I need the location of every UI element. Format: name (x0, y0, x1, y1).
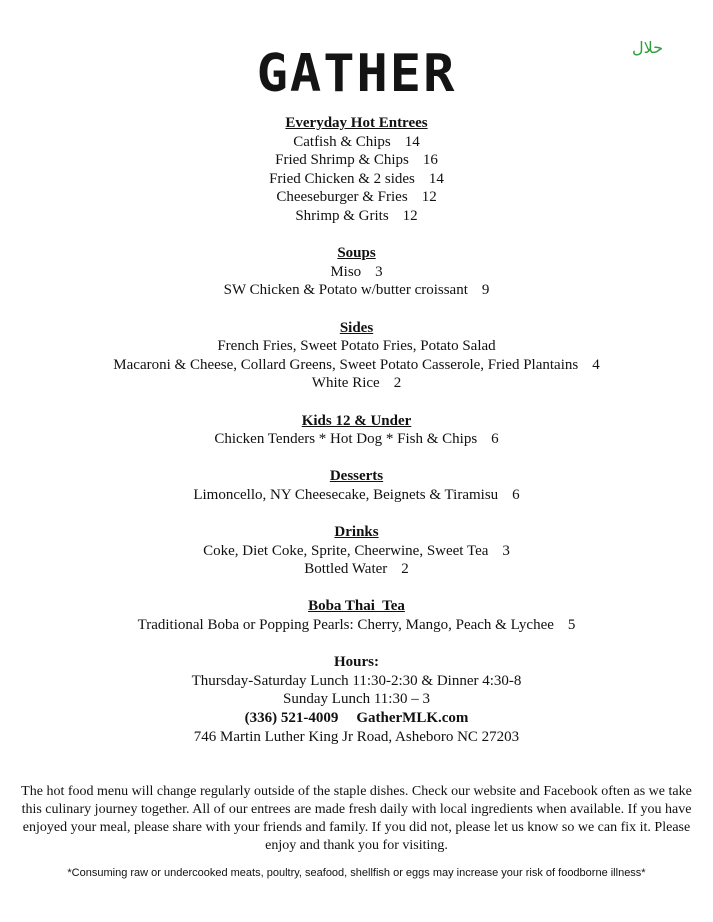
item-price: 3 (375, 263, 383, 280)
item-price: 3 (502, 542, 510, 559)
menu-item (0, 151, 713, 170)
food-safety-disclaimer: *Consuming raw or undercooked meats, poultry, seafood, shellfish or eggs may increase your risk of foodborne illness* (67, 867, 646, 879)
section-sides (0, 319, 713, 393)
item-price: 2 (393, 375, 402, 392)
menu-item (0, 560, 713, 579)
menu-item (0, 133, 713, 152)
section-heading: Boba Thai Tea (308, 598, 405, 615)
menu-item (0, 542, 713, 561)
item-price: 5 (567, 617, 576, 634)
section-heading: Desserts (329, 468, 384, 485)
hours-line: Sunday Lunch 11:30 – 3 (283, 691, 430, 708)
item-name: Macaroni & Cheese, Collard Greens, Sweet Potato Casserole, Fried Plantains (113, 356, 579, 373)
item-price: 12 (421, 189, 437, 206)
item-price: 14 (428, 170, 444, 187)
item-name: Fried Shrimp & Chips (275, 152, 409, 169)
item-name: SW Chicken & Potato w/butter croissant (223, 282, 468, 299)
contact-line (0, 709, 713, 728)
item-name: Bottled Water (304, 561, 388, 578)
item-name: Limoncello, NY Cheesecake, Beignets & Tiramisu (193, 486, 499, 503)
menu-item (0, 374, 713, 393)
item-name: Coke, Diet Coke, Sprite, Cheerwine, Sweet Tea (203, 542, 489, 559)
menu-item (0, 430, 713, 449)
item-price: 6 (491, 431, 499, 448)
section-heading: Soups (337, 245, 376, 262)
item-price: 9 (481, 282, 490, 299)
item-name: Traditional Boba or Popping Pearls: Cherry, Mango, Peach & Lychee (137, 617, 554, 634)
item-price: 12 (402, 207, 418, 224)
menu-body (0, 114, 713, 765)
section-soups (0, 244, 713, 300)
section-heading: Drinks (334, 524, 379, 541)
hours-heading: Hours: (334, 654, 379, 671)
menu-item (0, 337, 713, 356)
section-kids (0, 412, 713, 449)
item-name: French Fries, Sweet Potato Fries, Potato Salad (217, 338, 496, 355)
menu-item (0, 281, 713, 300)
item-price: 14 (404, 133, 420, 150)
item-price: 16 (422, 152, 438, 169)
address: 746 Martin Luther King Jr Road, Asheboro NC 27203 (193, 728, 520, 745)
item-name: Cheeseburger & Fries (276, 189, 408, 206)
menu-item (0, 207, 713, 226)
section-heading: Everyday Hot Entrees (285, 115, 428, 131)
menu-note: The hot food menu will change regularly outside of the staple dishes. Check our website and Facebook often as we take this culinary journey together. All of our entrees are made fresh daily with local ingredients when available. If you have enjoyed your meal, please share with your friends and family. If you did not, please let us know so we can fix it. Please enjoy and thank you for visiting. (21, 784, 692, 853)
item-name: Chicken Tenders * Hot Dog * Fish & Chips (214, 431, 478, 448)
section-boba (0, 597, 713, 634)
menu-item (0, 263, 713, 282)
menu-item (0, 170, 713, 189)
item-name: White Rice (311, 375, 380, 392)
section-drinks (0, 523, 713, 579)
menu-item (0, 486, 713, 505)
phone-number[interactable]: (336) 521-4009 (244, 710, 339, 726)
item-price: 6 (512, 486, 520, 503)
section-heading: Sides (339, 319, 374, 336)
item-name: Catfish & Chips (293, 133, 391, 150)
item-price: 2 (401, 561, 409, 578)
section-heading: Kids 12 & Under (301, 412, 412, 429)
menu-item (0, 616, 713, 635)
halal-mark: حلال (632, 38, 664, 57)
menu-item (0, 356, 713, 375)
item-name: Miso (330, 263, 362, 280)
section-hours (0, 653, 713, 746)
item-name: Fried Chicken & 2 sides (269, 170, 415, 187)
item-name: Shrimp & Grits (295, 207, 389, 224)
section-desserts (0, 467, 713, 504)
section-entrees (0, 114, 713, 226)
website-link[interactable]: GatherMLK.com (356, 710, 469, 726)
menu-item (0, 188, 713, 207)
item-price: 4 (592, 356, 600, 373)
hours-line: Thursday-Saturday Lunch 11:30-2:30 & Dinner 4:30-8 (191, 672, 522, 689)
restaurant-logo: GATHER (256, 44, 457, 104)
